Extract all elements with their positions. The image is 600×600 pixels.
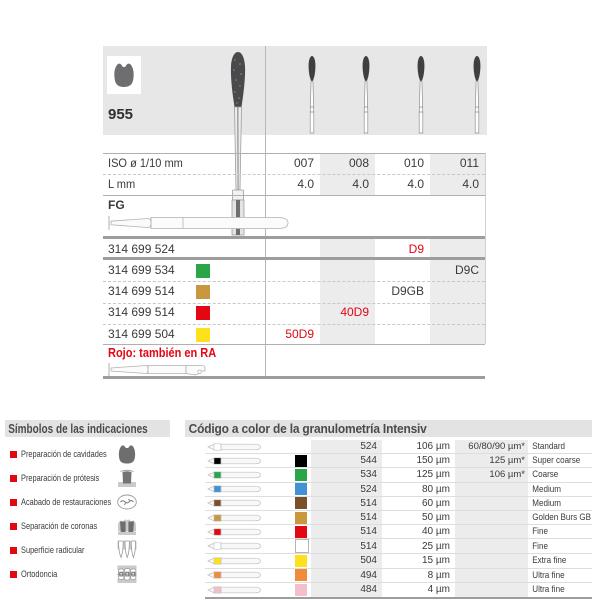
fg-shank-label: FG bbox=[108, 198, 125, 212]
red-bullet-icon bbox=[10, 523, 17, 530]
root-surface-icon bbox=[116, 539, 138, 561]
series-number: 955 bbox=[108, 106, 134, 123]
grit-size: 40 µm bbox=[422, 526, 450, 538]
list-item: Superficie radicular bbox=[5, 539, 180, 561]
order-number: 314 699 514 bbox=[108, 305, 175, 319]
grit-color-square bbox=[295, 526, 307, 538]
length-value: 4.0 bbox=[407, 177, 424, 191]
bur-shank-thumbnail bbox=[205, 498, 265, 508]
bur-illustration-011 bbox=[470, 55, 484, 135]
bur-shank-thumbnail bbox=[205, 556, 265, 566]
table-bottom-rule bbox=[205, 597, 592, 599]
length-value: 4.0 bbox=[462, 177, 479, 191]
grit-name: Ultra fine bbox=[532, 569, 565, 581]
order-number: 314 699 524 bbox=[108, 242, 175, 256]
grit-code: 514 bbox=[360, 540, 377, 552]
grit-code: 534 bbox=[360, 469, 377, 481]
crown-separation-icon bbox=[116, 515, 138, 537]
table-row bbox=[205, 483, 592, 497]
indication-icon-box bbox=[107, 56, 141, 94]
indication-symbols-legend bbox=[5, 420, 180, 595]
grit-code: 544 bbox=[360, 455, 377, 467]
list-item: Acabado de restauraciones bbox=[5, 491, 180, 513]
grit-color-square bbox=[196, 306, 210, 320]
grit-name: Medium bbox=[532, 497, 561, 509]
grit-color-square bbox=[295, 483, 307, 495]
grit-alt-size: 60/80/90 µm* bbox=[468, 441, 525, 453]
prosthesis-prep-icon bbox=[116, 467, 138, 489]
grit-size: 106 µm bbox=[416, 441, 450, 453]
bur-shank-thumbnail bbox=[205, 541, 265, 551]
grit-name: Golden Burs GB bbox=[532, 512, 592, 524]
grit-size: 25 µm bbox=[422, 540, 450, 552]
table-row bbox=[205, 554, 592, 568]
table-row bbox=[205, 468, 592, 482]
grit-code: 514 bbox=[360, 526, 377, 538]
grit-size: 4 µm bbox=[427, 584, 450, 596]
product-code-40d9: 40D9 bbox=[340, 305, 369, 319]
order-number: 314 699 514 bbox=[108, 284, 175, 298]
table-row bbox=[205, 440, 592, 454]
column-shading-011 bbox=[430, 239, 485, 344]
table-row bbox=[205, 525, 592, 539]
symbols-title: Símbolos de las indicaciones bbox=[8, 421, 148, 436]
grit-alt-size: 106 µm* bbox=[489, 469, 525, 481]
ra-availability-note: Rojo: también en RA bbox=[108, 346, 217, 360]
grit-color-square bbox=[196, 285, 210, 299]
grit-color-code-table bbox=[185, 420, 592, 598]
table-row bbox=[205, 583, 592, 597]
grit-size: 60 µm bbox=[422, 497, 450, 509]
list-item: Separación de coronas bbox=[5, 515, 180, 537]
red-bullet-icon bbox=[10, 547, 17, 554]
table-row bbox=[205, 539, 592, 554]
product-code-50d9: 50D9 bbox=[285, 327, 314, 341]
grit-color-square bbox=[295, 497, 307, 509]
iso-value-011: 011 bbox=[459, 156, 479, 170]
bur-illustration-007 bbox=[305, 55, 319, 135]
bur-shank-thumbnail bbox=[205, 442, 265, 452]
grit-code: 514 bbox=[360, 497, 377, 509]
iso-label: ISO ø 1/10 mm bbox=[108, 156, 183, 170]
bur-shank-thumbnail bbox=[205, 470, 265, 480]
red-bullet-icon bbox=[10, 475, 17, 482]
grit-heading-band bbox=[185, 420, 592, 437]
grit-size: 80 µm bbox=[422, 483, 450, 495]
grit-name: Ultra fine bbox=[532, 584, 565, 596]
grit-color-square bbox=[295, 539, 309, 553]
grit-code: 514 bbox=[360, 512, 377, 524]
grit-size: 150 µm bbox=[416, 455, 450, 467]
bur-shank-thumbnail bbox=[205, 570, 265, 580]
grit-code: 524 bbox=[360, 483, 377, 495]
grit-size: 125 µm bbox=[416, 469, 450, 481]
bur-illustration-large bbox=[220, 50, 256, 236]
bur-series-table bbox=[103, 46, 487, 382]
list-item: Preparación de prótesis bbox=[5, 467, 180, 489]
grit-color-square bbox=[196, 328, 210, 342]
table-row bbox=[205, 569, 592, 583]
grit-name: Medium bbox=[532, 483, 561, 495]
bur-shank-thumbnail bbox=[205, 484, 265, 494]
ra-shank-illustration bbox=[108, 361, 208, 378]
grit-rows bbox=[205, 440, 592, 597]
bur-illustration-010 bbox=[414, 55, 428, 135]
order-number: 314 699 504 bbox=[108, 327, 175, 341]
grit-name: Fine bbox=[532, 526, 548, 538]
bur-shank-thumbnail bbox=[205, 585, 265, 595]
fg-shank-illustration bbox=[108, 213, 293, 233]
grit-size: 8 µm bbox=[427, 569, 450, 581]
symbols-heading-band bbox=[5, 420, 170, 437]
grit-size: 50 µm bbox=[422, 512, 450, 524]
grit-color-square bbox=[295, 455, 307, 467]
grit-color-square bbox=[295, 469, 307, 481]
product-code-d9: D9 bbox=[408, 242, 424, 256]
iso-value-010: 010 bbox=[403, 156, 424, 170]
grit-size: 15 µm bbox=[422, 555, 450, 567]
iso-value-008: 008 bbox=[348, 156, 369, 170]
grit-color-square bbox=[295, 555, 307, 567]
grit-color-square bbox=[295, 512, 307, 524]
grit-color-square bbox=[295, 584, 307, 596]
grit-name: Standard bbox=[532, 441, 566, 453]
list-item: Ortodoncia bbox=[5, 563, 180, 585]
grit-color-square bbox=[295, 569, 307, 581]
red-bullet-icon bbox=[10, 499, 17, 506]
bur-illustration-008 bbox=[359, 55, 373, 135]
grit-code: 524 bbox=[360, 441, 377, 453]
column-shading-008 bbox=[320, 239, 375, 344]
grit-name: Extra fine bbox=[532, 555, 567, 567]
order-number: 314 699 534 bbox=[108, 263, 175, 277]
grit-name: Super coarse bbox=[532, 455, 581, 467]
product-code-d9c: D9C bbox=[454, 263, 479, 277]
cavity-prep-icon bbox=[112, 62, 136, 88]
bur-shank-thumbnail bbox=[205, 456, 265, 466]
red-bullet-icon bbox=[10, 451, 17, 458]
table-right-edge bbox=[485, 153, 486, 344]
grit-color-square bbox=[196, 264, 210, 278]
restoration-finishing-icon bbox=[116, 491, 138, 513]
grit-name: Coarse bbox=[532, 469, 559, 481]
red-bullet-icon bbox=[10, 571, 17, 578]
cavity-prep-icon bbox=[116, 443, 138, 465]
length-value: 4.0 bbox=[352, 177, 369, 191]
iso-value-007: 007 bbox=[293, 156, 314, 170]
table-row bbox=[205, 497, 592, 511]
grit-title: Código a color de la granulometría Intensiv bbox=[188, 421, 427, 436]
product-code-d9gb: D9GB bbox=[391, 284, 424, 298]
grit-code: 484 bbox=[360, 584, 377, 596]
table-row bbox=[205, 454, 592, 468]
series-header-band bbox=[103, 46, 487, 135]
length-value: 4.0 bbox=[297, 177, 314, 191]
list-item: Preparación de cavidades bbox=[5, 443, 180, 465]
grit-code: 494 bbox=[360, 569, 377, 581]
grit-name: Fine bbox=[532, 540, 548, 552]
table-row bbox=[205, 511, 592, 525]
grit-code: 504 bbox=[360, 555, 377, 567]
grit-alt-size: 125 µm* bbox=[489, 455, 525, 467]
orthodontics-icon bbox=[116, 563, 138, 585]
length-label: L mm bbox=[108, 177, 136, 191]
bur-shank-thumbnail bbox=[205, 513, 265, 523]
bur-shank-thumbnail bbox=[205, 527, 265, 537]
